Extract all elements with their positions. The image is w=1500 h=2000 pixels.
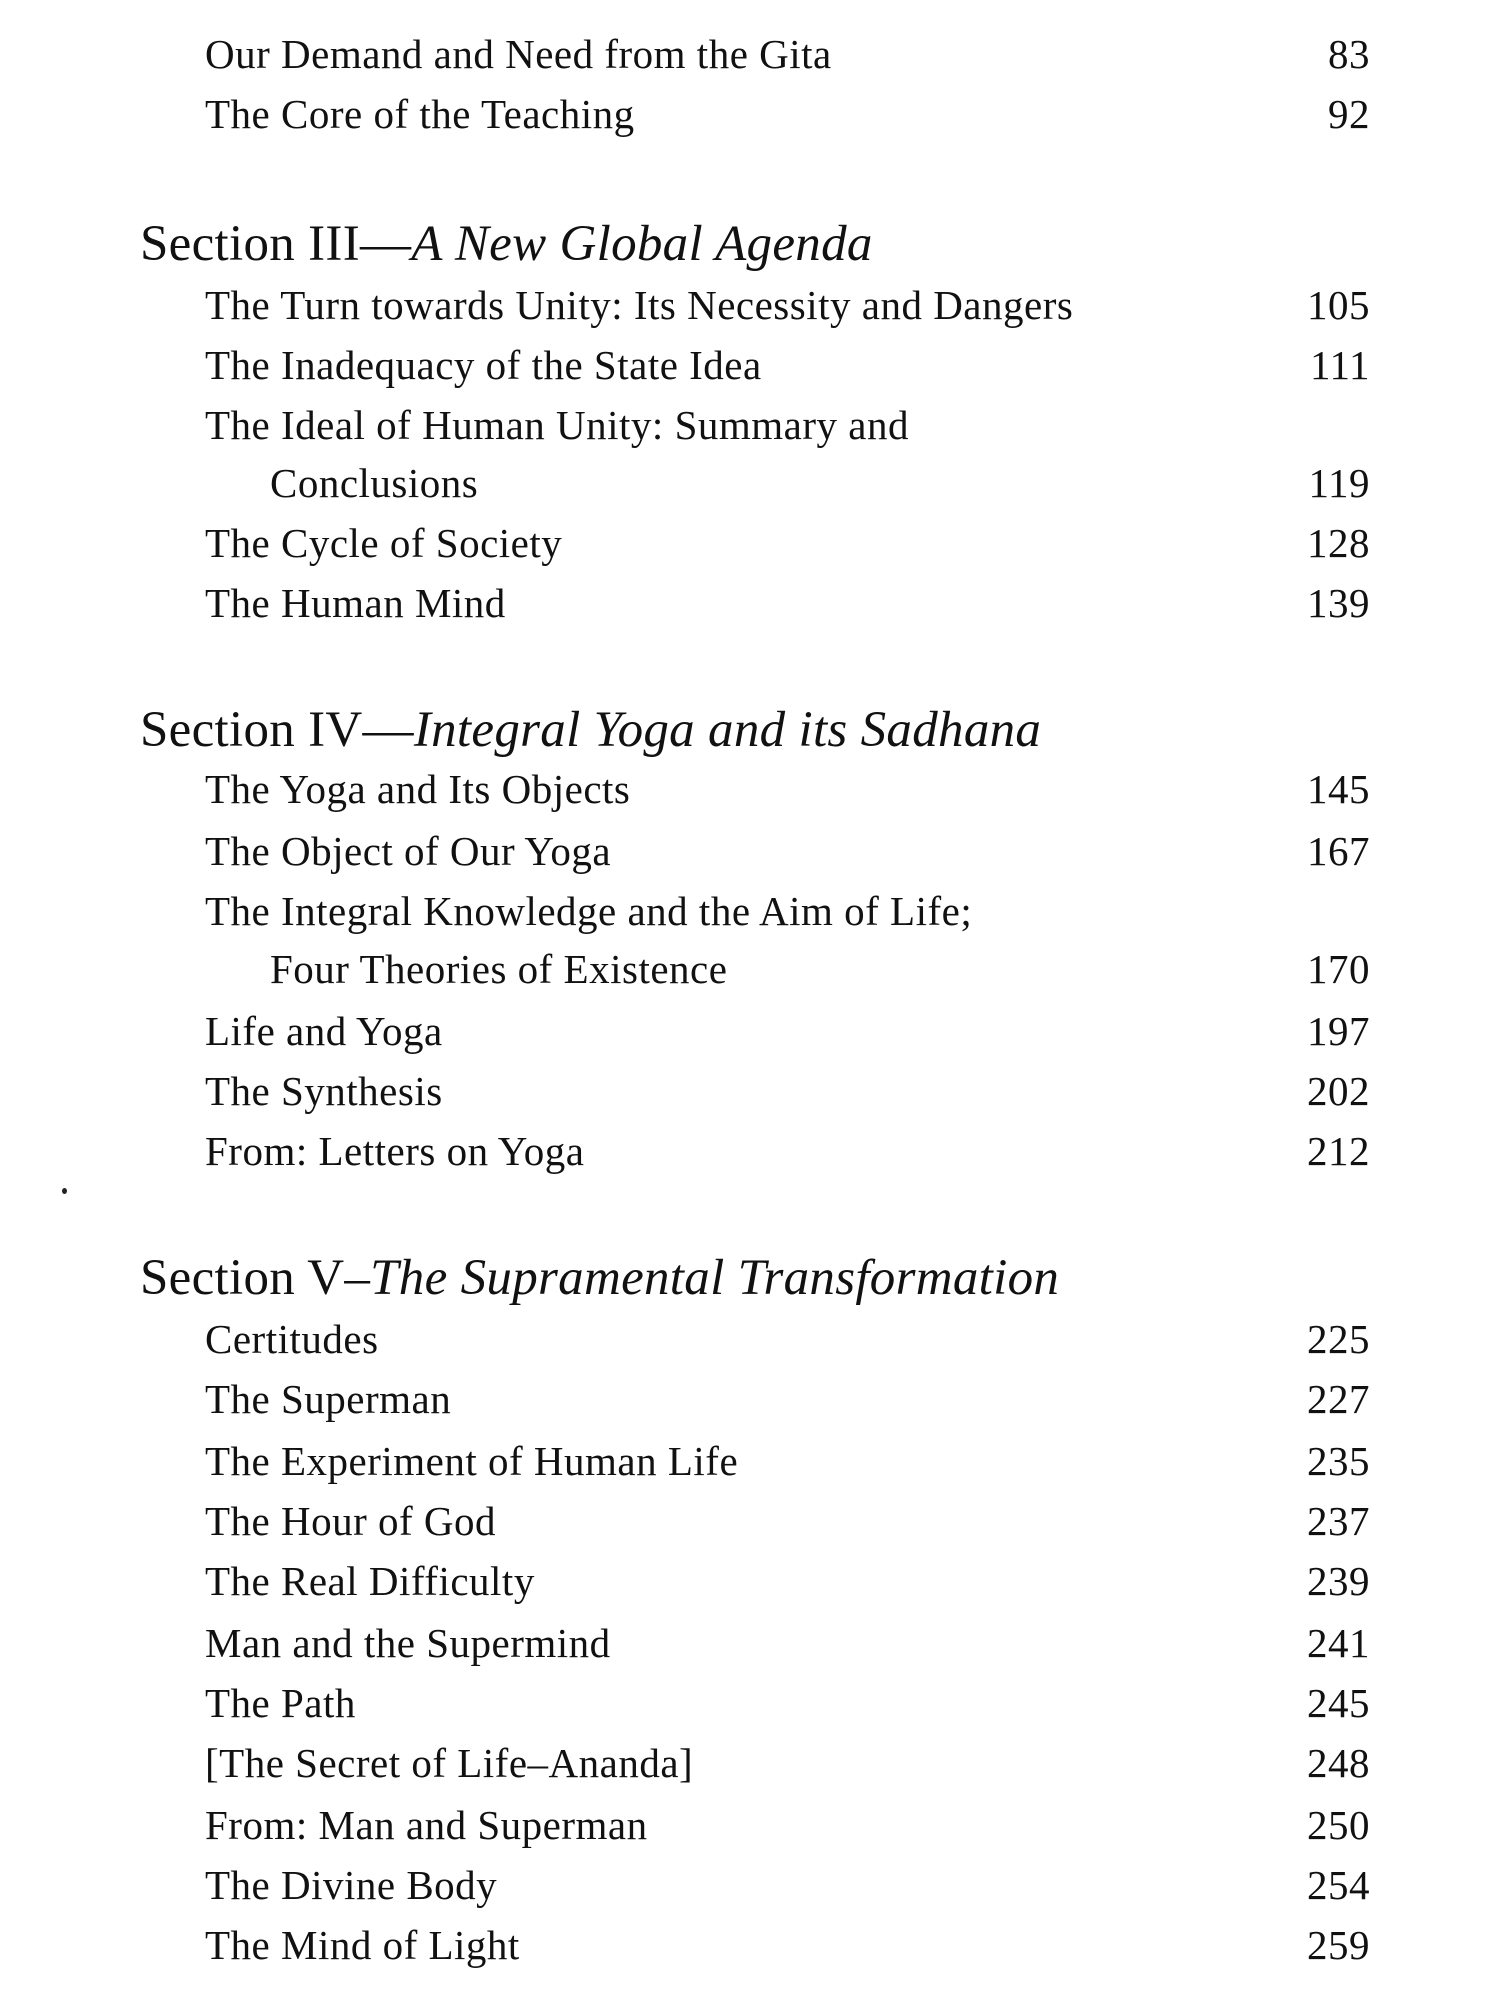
entry-title: The Cycle of Society (205, 520, 563, 566)
entry-title (205, 396, 909, 512)
entry-page-number: 139 (1307, 580, 1370, 626)
section-label: Section V– (140, 1250, 371, 1306)
entry-page-number: 92 (1328, 91, 1370, 137)
section-subtitle: Integral Yoga and its Sadhana (413, 702, 1042, 758)
entry-page-number: 227 (1307, 1376, 1370, 1422)
entry-page-number: 128 (1307, 520, 1370, 566)
entry-page-number: 83 (1328, 31, 1370, 77)
entry-title: The Divine Body (205, 1862, 498, 1908)
entry-title (205, 882, 972, 998)
entry-title-line1: The Ideal of Human Unity: Summary and (205, 402, 909, 448)
entry-title-line2: Four Theories of Existence (270, 946, 728, 992)
section-heading (140, 1248, 1059, 1308)
entry-title: The Hour of God (205, 1498, 497, 1544)
entry-page-number: 245 (1307, 1680, 1370, 1726)
section-label: Section III— (140, 216, 412, 272)
section-heading (140, 700, 1041, 760)
entry-title: Man and the Supermind (205, 1620, 611, 1666)
section-subtitle: A New Global Agenda (411, 216, 873, 272)
entry-page-number: 145 (1307, 766, 1370, 812)
entry-page-number: 250 (1307, 1802, 1370, 1848)
section-subtitle: The Supramental Transformation (370, 1250, 1060, 1306)
entry-title: The Experiment of Human Life (205, 1438, 739, 1484)
entry-page-number: 119 (1308, 460, 1370, 506)
entry-title: The Path (205, 1680, 356, 1726)
entry-page-number: 254 (1307, 1862, 1370, 1908)
entry-page-number: 235 (1307, 1438, 1370, 1484)
entry-title: Our Demand and Need from the Gita (205, 31, 832, 77)
entry-page-number: 167 (1307, 828, 1370, 874)
entry-page-number: 170 (1307, 946, 1370, 992)
entry-page-number: 248 (1307, 1740, 1370, 1786)
entry-title: [The Secret of Life–Ananda] (205, 1740, 694, 1786)
entry-title-line2: Conclusions (270, 460, 479, 506)
entry-page-number: 111 (1310, 342, 1370, 388)
entry-page-number: 259 (1307, 1922, 1370, 1968)
entry-title: The Superman (205, 1376, 452, 1422)
entry-title: The Object of Our Yoga (205, 828, 612, 874)
entry-title: From: Man and Superman (205, 1802, 648, 1848)
entry-title: The Real Difficulty (205, 1558, 535, 1604)
entry-title-line1: The Integral Knowledge and the Aim of Life; (205, 888, 973, 934)
entry-page-number: 105 (1307, 282, 1370, 328)
entry-page-number: 197 (1307, 1008, 1370, 1054)
entry-title: The Core of the Teaching (205, 91, 635, 137)
scan-speck (62, 1188, 67, 1194)
entry-page-number: 225 (1307, 1316, 1370, 1362)
entry-page-number: 212 (1307, 1128, 1370, 1174)
entry-page-number: 237 (1307, 1498, 1370, 1544)
entry-title: The Turn towards Unity: Its Necessity and Dangers (205, 282, 1074, 328)
entry-title: Life and Yoga (205, 1008, 443, 1054)
entry-title: The Yoga and Its Objects (205, 766, 631, 812)
entry-title: The Inadequacy of the State Idea (205, 342, 762, 388)
entry-page-number: 202 (1307, 1068, 1370, 1114)
entry-title: Certitudes (205, 1316, 379, 1362)
entry-title: The Synthesis (205, 1068, 443, 1114)
entry-page-number: 241 (1307, 1620, 1370, 1666)
entry-title: The Mind of Light (205, 1922, 520, 1968)
entry-title: From: Letters on Yoga (205, 1128, 585, 1174)
entry-page-number: 239 (1307, 1558, 1370, 1604)
section-label: Section IV— (140, 702, 414, 758)
section-heading (140, 214, 873, 274)
entry-title: The Human Mind (205, 580, 506, 626)
